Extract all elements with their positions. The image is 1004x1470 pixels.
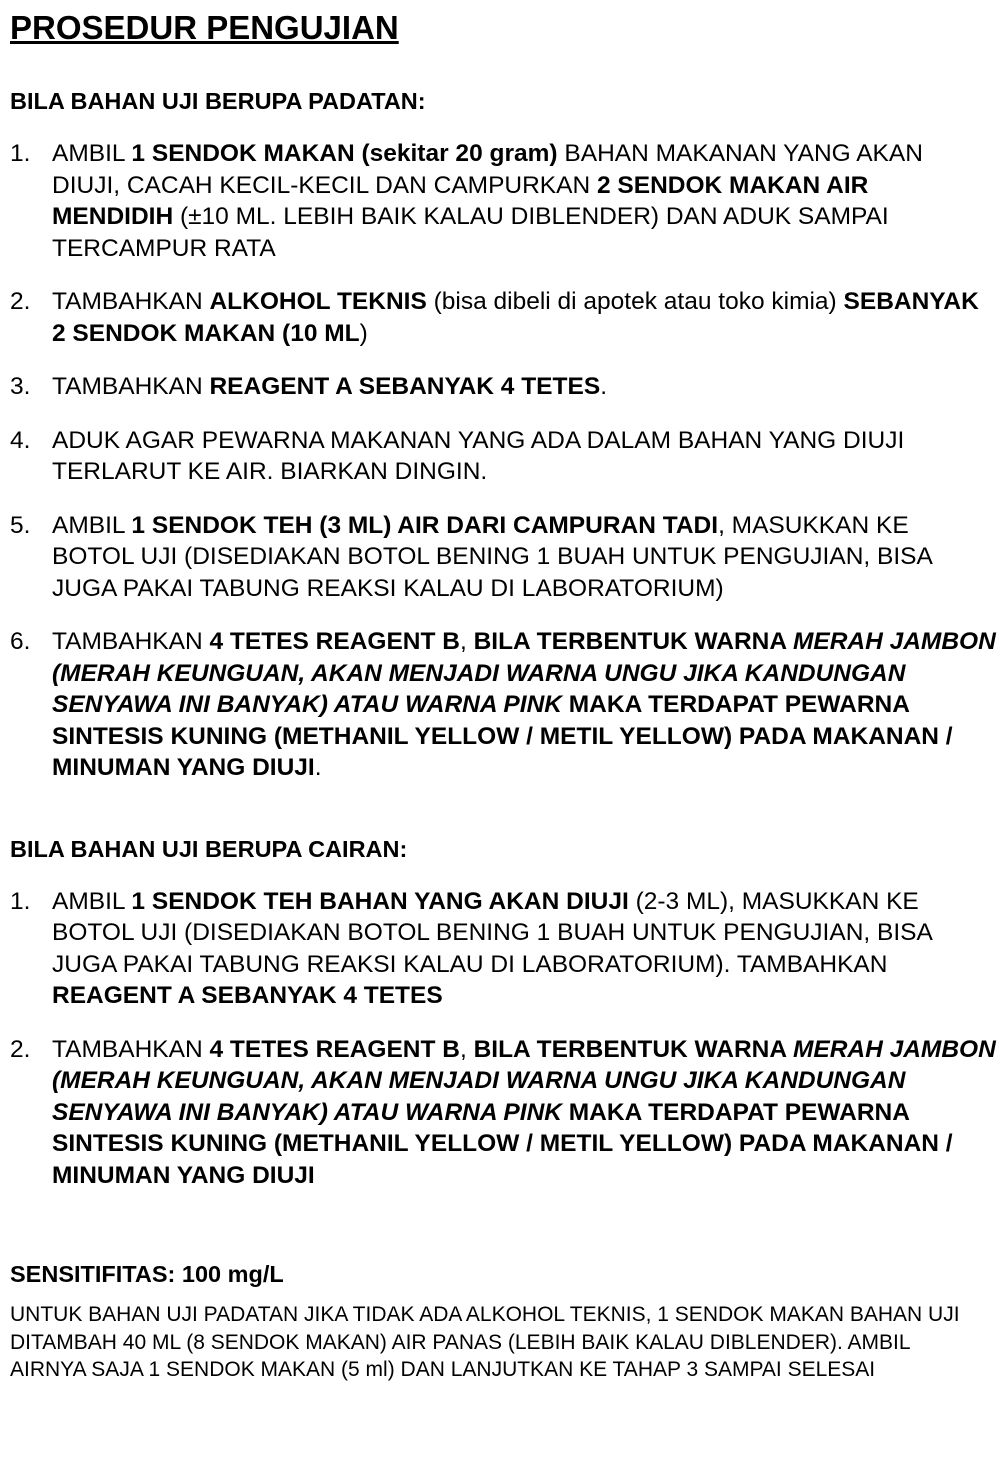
step-text-run: , MASUKKAN KE BOTOL UJI (DISEDIAKAN BOTOL BENING 1 BUAH UNTUK PENGUJIAN, BISA JUGA PAKAI TABUNG REAKSI KALAU DI LABORATORIUM) (52, 511, 932, 602)
step-text-run: (2-3 ML), MASUKKAN KE BOTOL UJI (DISEDIAKAN BOTOL BENING 1 BUAH UNTUK PENGUJIAN, BISA JUGA PAKAI TABUNG REAKSI KALAU DI LABORATORIUM). TAMBAHKAN (52, 887, 932, 978)
step-text-run: REAGENT A SEBANYAK 4 TETES (52, 982, 443, 1009)
step-text-run: AMBIL (52, 511, 132, 539)
step-text-run: , (459, 628, 474, 655)
step-text-run: MERAH JAMBON (MERAH KEUNGUAN, AKAN MENJADI WARNA UNGU JIKA KANDUNGAN SENYAWA INI BANYAK) ATAU WARNA PINK (52, 1035, 996, 1126)
step-text-run: 1 SENDOK TEH BAHAN YANG AKAN DIUJI (131, 887, 629, 915)
step-number: 6. (10, 628, 31, 655)
step-text-run: , (459, 1035, 474, 1063)
step-item (10, 138, 996, 264)
step-text-run: 4 TETES REAGENT B (209, 1035, 460, 1063)
step-text-run: ) (359, 319, 368, 347)
section-spacer (10, 1213, 996, 1259)
step-item (10, 886, 996, 1012)
step-text-run: BAHAN MAKANAN YANG AKAN DIUJI, CACAH KECIL-KECIL DAN CAMPURKAN (52, 140, 923, 199)
step-item (10, 626, 996, 784)
step-item (10, 425, 996, 488)
step-text-run: ADUK AGAR PEWARNA MAKANAN YANG ADA DALAM BAHAN YANG DIUJI TERLARUT KE AIR. BIARKAN DINGIN. (52, 426, 905, 485)
step-text (52, 512, 931, 602)
step-text (52, 288, 979, 347)
step-item (10, 286, 996, 349)
step-text-run: 4 TETES REAGENT B (209, 628, 460, 655)
step-text (52, 427, 904, 486)
step-item (10, 1034, 996, 1192)
solid-section (10, 86, 996, 784)
step-number: 3. (10, 373, 31, 400)
step-number: 5. (10, 511, 31, 539)
liquid-section-heading: BILA BAHAN UJI BERUPA CAIRAN: (10, 835, 408, 862)
step-text (52, 140, 923, 262)
step-text-run: BILA TERBENTUK WARNA (473, 628, 793, 655)
step-item (10, 510, 996, 605)
step-text-run: AMBIL (52, 887, 132, 915)
sensitivity-note: UNTUK BAHAN UJI PADATAN JIKA TIDAK ADA ALKOHOL TEKNIS, 1 SENDOK MAKAN BAHAN UJI DITAMBAH 40 ML (8 SENDOK MAKAN) AIR PANAS (LEBIH BAIK KALAU DIBLENDER). AMBIL AIRNYA SAJA 1 SENDOK MAKAN (5 ml) DAN LANJUTKAN KE TAHAP 3 SAMPAI SELESAI (10, 1303, 960, 1381)
document-title: PROSEDUR PENGUJIAN (10, 9, 399, 46)
step-text-run: (bisa dibeli di apotek atau toko kimia) (426, 288, 844, 315)
step-text (52, 628, 996, 781)
sensitivity-section (10, 1259, 996, 1384)
step-number: 1. (10, 887, 31, 915)
step-text-run: REAGENT A SEBANYAK 4 TETES (209, 373, 601, 400)
step-number: 2. (10, 1035, 31, 1063)
step-text-run: AMBIL (52, 140, 132, 167)
step-text-run: TAMBAHKAN (52, 288, 210, 315)
step-text-run: BILA TERBENTUK WARNA (473, 1035, 793, 1063)
step-text-run: TAMBAHKAN (52, 1035, 210, 1063)
step-text (52, 373, 607, 400)
step-text-run: TAMBAHKAN (52, 373, 210, 400)
step-text-run: MERAH JAMBON (MERAH KEUNGUAN, AKAN MENJADI WARNA UNGU JIKA KANDUNGAN SENYAWA INI BANYAK) ATAU WARNA PINK (52, 628, 996, 718)
solid-section-heading: BILA BAHAN UJI BERUPA PADATAN: (10, 88, 426, 114)
step-text (52, 1036, 996, 1189)
liquid-section (10, 834, 996, 1192)
step-item (10, 371, 996, 403)
step-text-run: . (600, 373, 607, 400)
step-number: 1. (10, 140, 31, 167)
step-text-run: ALKOHOL TEKNIS (209, 288, 427, 315)
liquid-steps-list (10, 886, 996, 1192)
step-text-run: (±10 ML. LEBIH BAIK KALAU DIBLENDER) DAN ADUK SAMPAI TERCAMPUR RATA (52, 203, 889, 262)
step-text-run: MAKA TERDAPAT PEWARNA SINTESIS KUNING (METHANIL YELLOW / METIL YELLOW) PADA MAKANAN / MINUMAN YANG DIUJI (52, 691, 953, 781)
step-text-run: . (314, 754, 322, 781)
step-number: 4. (10, 426, 31, 454)
sensitivity-heading: SENSITIFITAS: 100 mg/L (10, 1261, 284, 1287)
step-text-run: MAKA TERDAPAT PEWARNA SINTESIS KUNING (METHANIL YELLOW / METIL YELLOW) PADA MAKANAN / MINUMAN YANG DIUJI (52, 1098, 953, 1189)
step-text-run: 1 SENDOK MAKAN (sekitar 20 gram) (131, 140, 558, 167)
step-text-run: 1 SENDOK TEH (3 ML) AIR DARI CAMPURAN TADI (131, 511, 719, 539)
section-spacer (10, 806, 996, 834)
step-text (52, 888, 931, 1010)
step-text-run: SEBANYAK 2 SENDOK MAKAN (10 ML (52, 288, 979, 347)
step-number: 2. (10, 288, 31, 315)
solid-steps-list (10, 138, 996, 784)
step-text-run: TAMBAHKAN (52, 628, 210, 655)
step-text-run: 2 SENDOK MAKAN AIR MENDIDIH (52, 171, 869, 230)
